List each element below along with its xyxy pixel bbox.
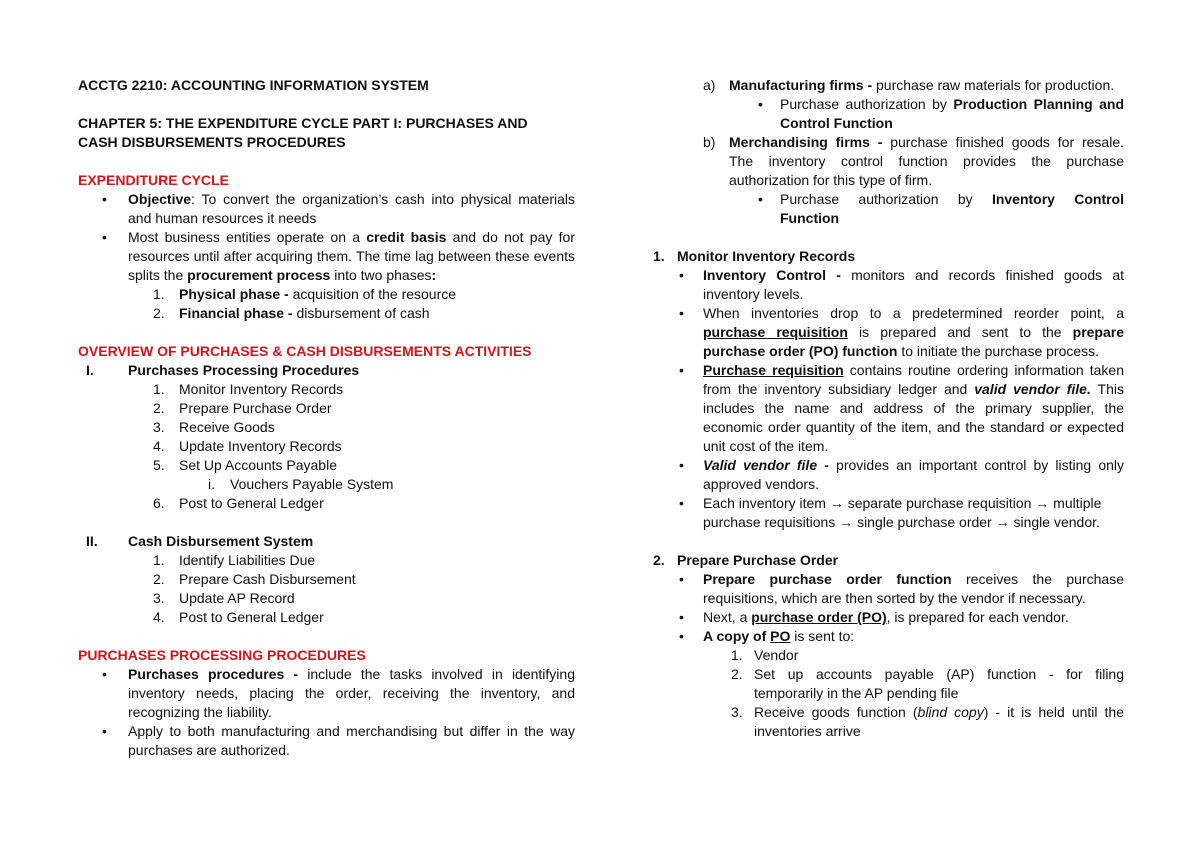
bullet-icon: •	[679, 305, 684, 321]
section-heading	[78, 532, 575, 551]
list-item	[653, 703, 1124, 741]
text-span: Receive goods function (	[754, 704, 918, 720]
list-item	[78, 399, 575, 418]
bullet-icon: •	[102, 666, 107, 682]
list-item	[78, 722, 575, 760]
text-span: Purchase authorization by	[780, 96, 954, 112]
list-number: 3.	[153, 419, 165, 435]
list-item	[653, 95, 1124, 133]
copy-of-po-term: A copy of	[703, 628, 771, 644]
po-term: PO	[770, 628, 791, 644]
text-span: into two phases	[330, 267, 432, 283]
production-planning-term: Production Planning and Control Function	[780, 96, 1124, 131]
list-item	[78, 589, 575, 608]
list-number: 3.	[731, 704, 743, 720]
text-span: contains routine ordering information taken from the inventory subsidiary ledger and	[703, 362, 1124, 397]
list-number: 5.	[153, 457, 165, 473]
list-number: 1.	[153, 381, 165, 397]
list-item	[653, 266, 1124, 304]
section-number: 1.	[653, 248, 665, 264]
list-number: 2.	[731, 666, 743, 682]
list-number: 3.	[153, 590, 165, 606]
list-number: 2.	[153, 400, 165, 416]
list-number: 6.	[153, 495, 165, 511]
list-item	[653, 627, 1124, 646]
right-column	[653, 76, 1124, 741]
financial-phase-term: Financial phase -	[179, 305, 293, 321]
list-number: 4.	[153, 438, 165, 454]
section-title: Purchases Processing Procedures	[128, 362, 360, 378]
bullet-icon: •	[679, 267, 684, 283]
purchase-requisition-term: purchase requisition	[703, 324, 848, 340]
text-span: purchase finished goods for resale. The inventory control function provides the purchase authorization for this type of firm.	[729, 134, 1124, 188]
item-text: Post to General Ledger	[179, 495, 324, 511]
list-item	[78, 437, 575, 456]
list-item	[653, 190, 1124, 228]
bullet-icon: •	[679, 628, 684, 644]
list-item	[653, 76, 1124, 95]
bullet-icon: •	[102, 191, 107, 207]
list-item	[78, 456, 575, 475]
bullet-icon: •	[758, 191, 763, 207]
list-item	[78, 418, 575, 437]
bullet-icon: •	[679, 362, 684, 378]
heading-overview: OVERVIEW OF PURCHASES & CASH DISBURSEMENTS ACTIVITIES	[78, 343, 532, 359]
text-span: Each inventory item → separate purchase requisition → multiple purchase requisitions → single purchase order → single vendor.	[703, 495, 1102, 530]
inventory-control-term: Inventory Control -	[703, 267, 841, 283]
left-column	[78, 76, 575, 760]
list-item	[78, 228, 575, 285]
section-heading	[78, 361, 575, 380]
list-item	[78, 380, 575, 399]
list-number: 1.	[731, 647, 743, 663]
list-item	[653, 608, 1124, 627]
text-span: and do not pay for resources until after acquiring them. The time lag between these events splits the	[128, 229, 575, 283]
list-item	[78, 494, 575, 513]
chapter-title-line1: CHAPTER 5: THE EXPENDITURE CYCLE PART I: PURCHASES AND	[78, 115, 528, 131]
text-span: Purchase authorization by	[780, 191, 992, 207]
list-item	[653, 133, 1124, 190]
text-span: monitors and records finished goods at inventory levels.	[703, 267, 1124, 302]
list-number: i.	[208, 476, 215, 492]
item-text: Vendor	[754, 647, 799, 663]
item-text: Identify Liabilities Due	[179, 552, 316, 568]
list-item	[653, 665, 1124, 703]
item-text: Post to General Ledger	[179, 609, 324, 625]
list-item	[653, 361, 1124, 456]
item-text: Update AP Record	[179, 590, 295, 606]
purchases-procedures-term: Purchases procedures -	[128, 666, 299, 682]
list-number: 4.	[153, 609, 165, 625]
physical-phase-term: Physical phase -	[179, 286, 289, 302]
list-item	[78, 570, 575, 589]
purchase-requisition-term: Purchase requisition	[703, 362, 844, 378]
blind-copy-term: blind copy	[917, 704, 984, 720]
list-letter: a)	[703, 77, 716, 93]
list-item	[653, 494, 1124, 532]
item-text: Set Up Accounts Payable	[179, 457, 337, 473]
section-title: Prepare Purchase Order	[677, 552, 839, 568]
inventory-control-term: Inventory Control Function	[780, 191, 1124, 226]
credit-basis-term: credit basis	[366, 229, 447, 245]
valid-vendor-file-term: valid vendor file.	[974, 381, 1091, 397]
procurement-process-term: procurement process	[187, 267, 331, 283]
item-text: Update Inventory Records	[179, 438, 342, 454]
list-letter: b)	[703, 134, 716, 150]
bullet-icon: •	[758, 96, 763, 112]
purchase-order-term: purchase order (PO)	[751, 609, 887, 625]
bullet-icon: •	[679, 495, 684, 511]
text-span: is prepared and sent to the	[847, 324, 1073, 340]
item-text: Receive Goods	[179, 419, 275, 435]
text-span: :	[431, 267, 437, 283]
text-span: Next, a	[703, 609, 752, 625]
manufacturing-firms-term: Manufacturing firms -	[729, 77, 873, 93]
item-text: Prepare Cash Disbursement	[179, 571, 356, 587]
text-span: is sent to:	[790, 628, 855, 644]
text-span: , is prepared for each vendor.	[886, 609, 1069, 625]
list-item	[78, 551, 575, 570]
text-span: provides an important control by listing only approved vendors.	[703, 457, 1125, 492]
list-item	[78, 285, 575, 304]
item-text: Vouchers Payable System	[230, 476, 394, 492]
section-number: 2.	[653, 552, 665, 568]
section-title: Monitor Inventory Records	[677, 248, 856, 264]
list-item	[78, 475, 575, 494]
list-item	[653, 570, 1124, 608]
text-span: receives the purchase requisitions, which are then sorted by the vendor if necessary.	[703, 571, 1124, 606]
bullet-icon: •	[679, 571, 684, 587]
text-span: ) - it is held until the inventories arrive	[754, 704, 1125, 739]
bullet-icon: •	[102, 723, 107, 739]
text-span: Most business entities operate on a	[128, 229, 367, 245]
prepare-po-function-term: prepare purchase order (PO) function	[703, 324, 1124, 359]
text-span: include the tasks involved in identifying inventory needs, placing the order, receiving the inventory, and recognizing the liability.	[128, 666, 575, 720]
text-span: purchase raw materials for production.	[872, 77, 1115, 93]
list-item	[78, 665, 575, 722]
list-item	[653, 646, 1124, 665]
heading-expenditure-cycle: EXPENDITURE CYCLE	[78, 172, 229, 188]
bullet-icon: •	[679, 457, 684, 473]
objective-text: : To convert the organization’s cash into physical materials and human resources it needs	[128, 191, 575, 226]
text-span: disbursement of cash	[292, 305, 430, 321]
list-number: 1.	[153, 552, 165, 568]
chapter-title-line2: CASH DISBURSEMENTS PROCEDURES	[78, 134, 346, 150]
list-number: 1.	[153, 286, 165, 302]
objective-label: Objective	[128, 191, 192, 207]
list-item	[653, 304, 1124, 361]
roman-numeral: I.	[86, 362, 94, 378]
course-title: ACCTG 2210: ACCOUNTING INFORMATION SYSTEM	[78, 77, 429, 93]
bullet-icon: •	[679, 609, 684, 625]
text-span: This includes the name and address of the primary supplier, the economic order quantity of the item, and the standard or expected unit cost of the item.	[703, 381, 1124, 454]
section-heading	[653, 551, 1124, 570]
list-number: 2.	[153, 571, 165, 587]
item-text: Monitor Inventory Records	[179, 381, 344, 397]
prepare-po-function-term: Prepare purchase order function	[703, 571, 952, 587]
section-heading	[653, 247, 1124, 266]
text-span: to initiate the purchase process.	[897, 343, 1100, 359]
bullet-icon: •	[102, 229, 107, 245]
item-text: Prepare Purchase Order	[179, 400, 332, 416]
valid-vendor-file-term: Valid vendor file -	[703, 457, 829, 473]
merchandising-firms-term: Merchandising firms -	[729, 134, 883, 150]
roman-numeral: II.	[86, 533, 98, 549]
text-span: Apply to both manufacturing and merchandising but differ in the way purchases are authorized.	[128, 723, 575, 758]
list-item	[653, 456, 1124, 494]
list-item	[78, 190, 575, 228]
list-number: 2.	[153, 305, 165, 321]
heading-purchases-processing: PURCHASES PROCESSING PROCEDURES	[78, 647, 366, 663]
list-item	[78, 304, 575, 323]
section-title: Cash Disbursement System	[128, 533, 314, 549]
item-text: Set up accounts payable (AP) function - for filing temporarily in the AP pending file	[754, 666, 1124, 701]
text-span: When inventories drop to a predetermined reorder point, a	[703, 305, 1124, 321]
list-item	[78, 608, 575, 627]
text-span: acquisition of the resource	[288, 286, 457, 302]
